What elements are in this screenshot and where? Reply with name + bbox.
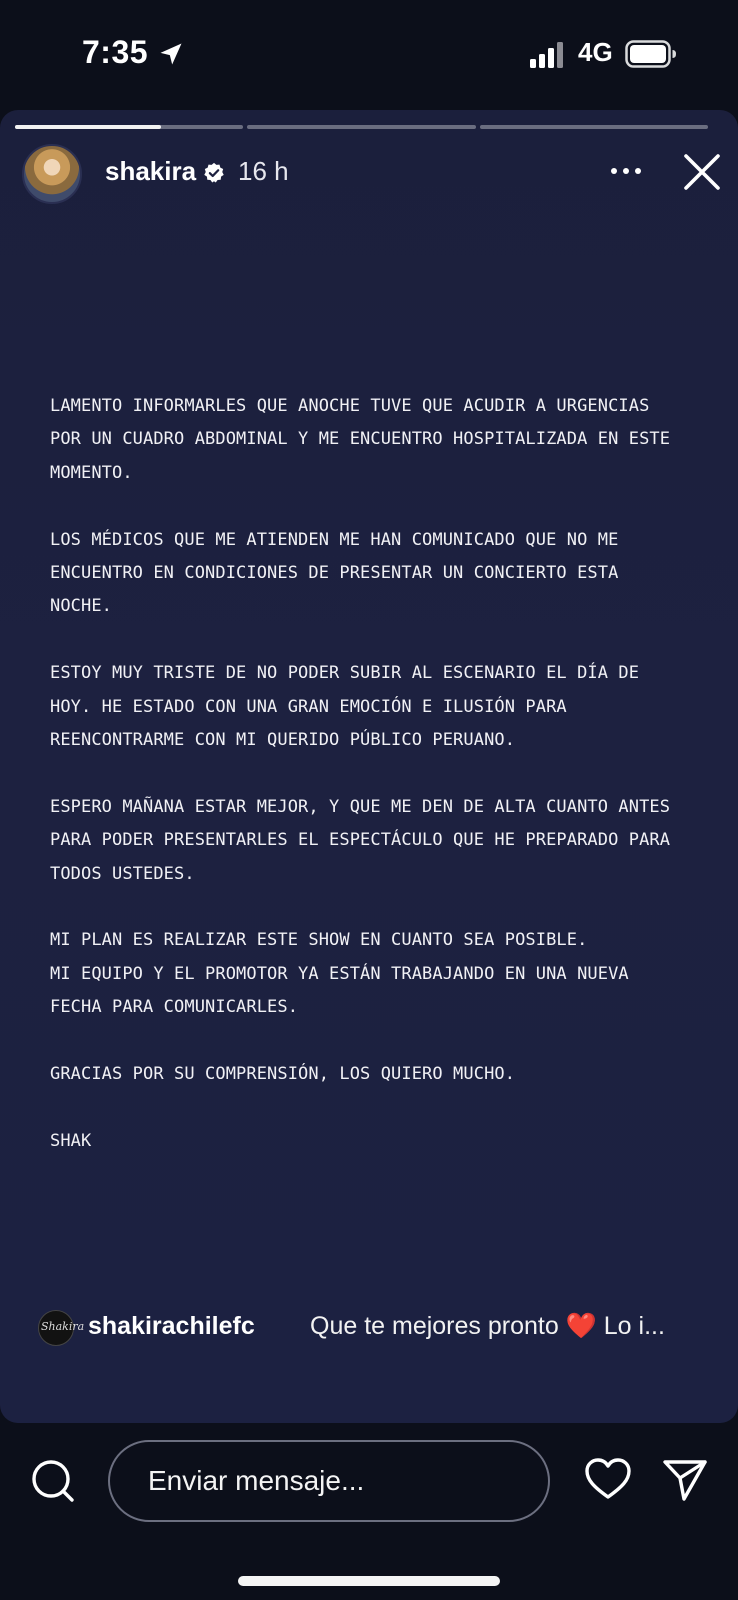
story-progress-segment	[247, 125, 476, 129]
status-bar	[0, 0, 738, 110]
comment-avatar[interactable]	[38, 1310, 85, 1346]
status-time: 7:35	[82, 34, 149, 70]
story-progress-fill	[15, 125, 161, 129]
story-time-ago: 16 h	[238, 156, 289, 186]
network-type: 4G	[578, 37, 613, 67]
story-card[interactable]	[0, 110, 738, 1423]
comment-text: Que te mejores pronto ❤️ Lo i...	[310, 1312, 665, 1340]
close-icon[interactable]	[680, 150, 724, 194]
message-paragraph: ESTOY MUY TRISTE DE NO PODER SUBIR AL ESCENARIO EL DÍA DE HOY. HE ESTADO CON UNA GRAN EMOCIÓN E ILUSIÓN PARA REENCONTRARME CON MI QUERIDO PÚBLICO PERUANO.	[50, 663, 640, 751]
message-input[interactable]	[108, 1440, 550, 1522]
avatar[interactable]	[22, 144, 82, 204]
home-indicator[interactable]	[238, 1576, 500, 1586]
heart-icon[interactable]	[584, 1457, 632, 1501]
story-progress-segment	[480, 125, 708, 129]
message-paragraph: LAMENTO INFORMARLES QUE ANOCHE TUVE QUE ACUDIR A URGENCIAS POR UN CUADRO ABDOMINAL Y ME ENCUENTRO HOSPITALIZADA EN ESTE MOMENTO.	[50, 396, 671, 483]
search-icon[interactable]	[30, 1458, 76, 1504]
location-arrow-icon	[157, 40, 185, 68]
message-paragraph: GRACIAS POR SU COMPRENSIÓN, LOS QUIERO MUCHO.	[50, 1064, 516, 1085]
story-username[interactable]: shakira	[105, 156, 197, 186]
featured-comment[interactable]	[38, 1310, 718, 1350]
message-signature: SHAK	[50, 1130, 92, 1151]
message-paragraph: MI PLAN ES REALIZAR ESTE SHOW EN CUANTO SEA POSIBLE. MI EQUIPO Y EL PROMOTOR YA ESTÁN TRABAJANDO EN UNA NUEVA FECHA PARA COMUNICARLES.	[50, 930, 629, 1018]
message-paragraph: LOS MÉDICOS QUE ME ATIENDEN ME HAN COMUNICADO QUE NO ME ENCUENTRO EN CONDICIONES DE PRESENTAR UN CONCIERTO ESTA NOCHE.	[50, 529, 619, 617]
story-progress-segment	[15, 125, 243, 129]
more-options-icon[interactable]	[606, 156, 646, 186]
story-message	[50, 390, 710, 1158]
verified-badge-icon	[203, 162, 225, 184]
signal-icon	[530, 42, 566, 68]
comment-avatar-logo: Shakira	[41, 1320, 85, 1333]
battery-icon	[625, 40, 677, 68]
comment-username[interactable]: shakirachilefc	[88, 1312, 255, 1340]
message-paragraph: ESPERO MAÑANA ESTAR MEJOR, Y QUE ME DEN DE ALTA CUANTO ANTES PARA PODER PRESENTARLES EL ESPECTÁCULO QUE HE PREPARADO PARA TODOS USTEDES.	[50, 796, 671, 884]
send-icon[interactable]	[662, 1456, 708, 1502]
